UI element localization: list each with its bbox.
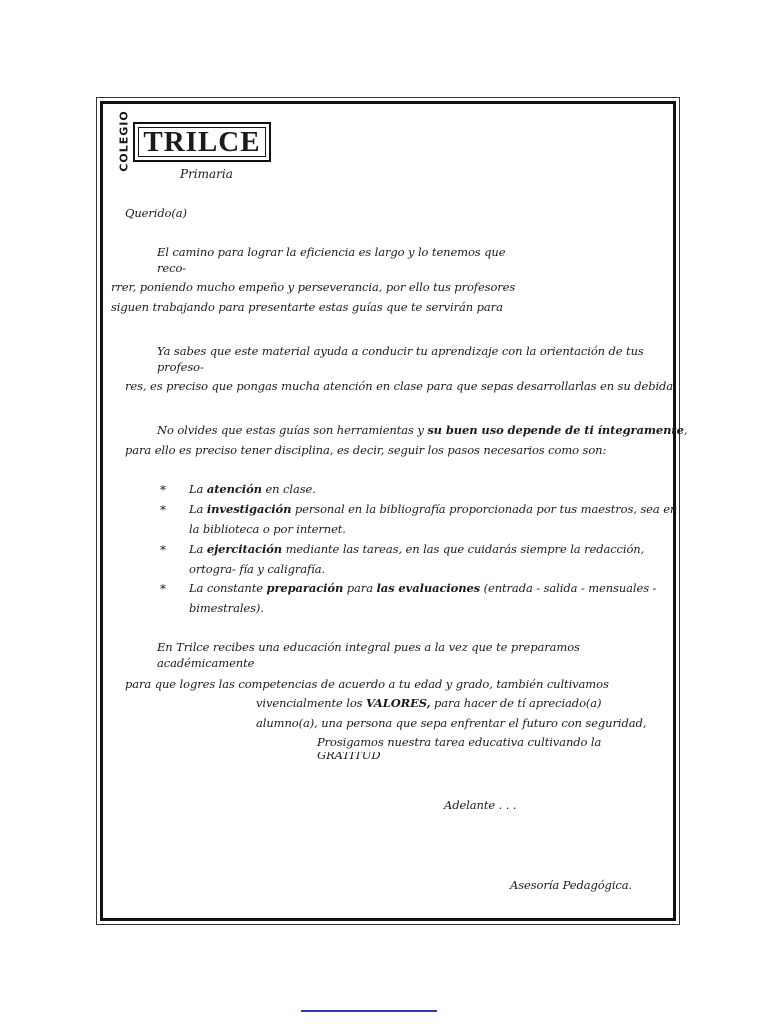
p1-line-1: El camino para lograr la eficiencia es largo y lo tenemos que bbox=[157, 245, 506, 259]
p3-line-2: para ello es preciso tener disciplina, es decir, seguir los pasos necesarios como son: bbox=[125, 443, 607, 457]
p5-line-2: académicamente bbox=[157, 656, 255, 670]
bullet-4-marker: * bbox=[160, 582, 166, 596]
bullet-1-marker: * bbox=[160, 483, 166, 497]
p5-line-7: GRATITUD bbox=[317, 752, 381, 760]
p5-line-4: vivencialmente los VALORES, para hacer de tí apreciado(a) bbox=[256, 696, 602, 710]
bullet-4-text-line-2: bimestrales). bbox=[189, 601, 264, 615]
p5-line-5: alumno(a), una persona que sepa enfrentar el futuro con seguridad, bbox=[256, 716, 647, 730]
bullet-3-text: La ejercitación mediante las tareas, en las que cuidarás siempre la redacción, bbox=[189, 542, 645, 556]
p2-line-2: profeso- bbox=[157, 360, 204, 374]
p1-line-3: rrer, poniendo mucho empeño y perseverancia, por ello tus profesores bbox=[111, 280, 516, 294]
p5-line-3: para que logres las competencias de acuerdo a tu edad y grado, también cultivamos bbox=[125, 677, 609, 691]
bullet-2-text: La investigación personal en la bibliografía proporcionada por tus maestros, sea en bbox=[189, 502, 678, 516]
bullet-2-marker: * bbox=[160, 503, 166, 517]
colegio-vertical-label: COLEGIO bbox=[117, 110, 131, 172]
p1-line-2: reco- bbox=[157, 261, 187, 275]
signature: Asesoría Pedagógica. bbox=[510, 878, 633, 892]
bullet-1-text: La atención en clase. bbox=[189, 482, 316, 496]
closing: Adelante . . . bbox=[444, 798, 517, 812]
bullet-2-text-line-2: la biblioteca o por internet. bbox=[189, 522, 346, 536]
level-label: Primaria bbox=[180, 167, 233, 181]
p1-line-4: siguen trabajando para presentarte estas guías que te servirán para bbox=[111, 300, 503, 314]
p3-line-1: No olvides que estas guías son herramientas y su buen uso depende de ti íntegramente, bbox=[157, 423, 688, 437]
bullet-3-text-line-2: ortogra- fía y caligrafía. bbox=[189, 562, 326, 576]
p2-line-3: res, es preciso que pongas mucha atención en clase para que sepas desarrollarlas en su debida bbox=[125, 379, 674, 393]
bottom-link-underline[interactable] bbox=[301, 1010, 437, 1012]
p5-line-6: Prosigamos nuestra tarea educativa cultivando la bbox=[317, 735, 602, 749]
logo-name: TRILCE bbox=[143, 125, 261, 158]
salutation: Querido(a) bbox=[125, 206, 187, 220]
p2-line-1: Ya sabes que este material ayuda a conducir tu aprendizaje con la orientación de tus bbox=[157, 344, 644, 358]
p5-line-1: En Trilce recibes una educación integral pues a la vez que te preparamos bbox=[157, 640, 580, 654]
bullet-4-text: La constante preparación para las evaluaciones (entrada - salida - mensuales - bbox=[189, 581, 657, 595]
p5-line-7-clipped bbox=[310, 752, 430, 760]
bullet-3-marker: * bbox=[160, 543, 166, 557]
trilce-logo bbox=[133, 122, 271, 162]
